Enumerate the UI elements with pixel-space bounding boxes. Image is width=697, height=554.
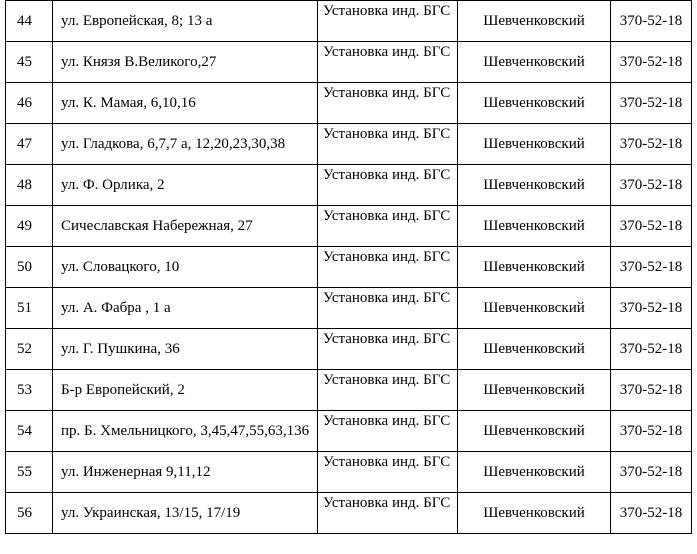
row-district: Шевченковский	[458, 165, 611, 206]
row-address: ул. Ф. Орлика, 2	[53, 165, 318, 206]
row-phone: 370-52-18	[611, 247, 692, 288]
row-district: Шевченковский	[458, 452, 611, 493]
table-row	[6, 124, 692, 165]
table-row	[6, 206, 692, 247]
row-work: Установка инд. БГС	[318, 452, 458, 493]
row-address: ул. Гладкова, 6,7,7 а, 12,20,23,30,38	[53, 124, 318, 165]
row-district: Шевченковский	[458, 1, 611, 42]
row-district: Шевченковский	[458, 206, 611, 247]
row-district: Шевченковский	[458, 42, 611, 83]
row-address: пр. Б. Хмельницкого, 3,45,47,55,63,136	[53, 411, 318, 452]
table-row	[6, 83, 692, 124]
row-address: ул. Словацкого, 10	[53, 247, 318, 288]
row-number: 56	[6, 493, 53, 534]
row-phone: 370-52-18	[611, 165, 692, 206]
row-district: Шевченковский	[458, 83, 611, 124]
table-row	[6, 288, 692, 329]
table-row	[6, 247, 692, 288]
row-number: 48	[6, 165, 53, 206]
row-district: Шевченковский	[458, 493, 611, 534]
row-number: 49	[6, 206, 53, 247]
table-row	[6, 493, 692, 534]
row-number: 51	[6, 288, 53, 329]
row-phone: 370-52-18	[611, 42, 692, 83]
row-phone: 370-52-18	[611, 493, 692, 534]
table-row	[6, 1, 692, 42]
row-address: ул. А. Фабра , 1 а	[53, 288, 318, 329]
row-district: Шевченковский	[458, 124, 611, 165]
row-number: 45	[6, 42, 53, 83]
row-district: Шевченковский	[458, 247, 611, 288]
row-phone: 370-52-18	[611, 411, 692, 452]
row-phone: 370-52-18	[611, 83, 692, 124]
row-address: Б-р Европейский, 2	[53, 370, 318, 411]
row-work: Установка инд. БГС	[318, 83, 458, 124]
row-district: Шевченковский	[458, 329, 611, 370]
row-work: Установка инд. БГС	[318, 411, 458, 452]
row-number: 46	[6, 83, 53, 124]
table-row	[6, 165, 692, 206]
row-phone: 370-52-18	[611, 452, 692, 493]
row-work: Установка инд. БГС	[318, 42, 458, 83]
row-district: Шевченковский	[458, 411, 611, 452]
row-work: Установка инд. БГС	[318, 247, 458, 288]
row-number: 44	[6, 1, 53, 42]
works-table	[5, 0, 692, 534]
row-number: 53	[6, 370, 53, 411]
row-work: Установка инд. БГС	[318, 493, 458, 534]
row-work: Установка инд. БГС	[318, 124, 458, 165]
works-table-body	[6, 1, 692, 534]
row-phone: 370-52-18	[611, 206, 692, 247]
row-phone: 370-52-18	[611, 329, 692, 370]
row-number: 47	[6, 124, 53, 165]
table-row	[6, 452, 692, 493]
table-row	[6, 370, 692, 411]
row-number: 54	[6, 411, 53, 452]
row-address: ул. Европейская, 8; 13 а	[53, 1, 318, 42]
row-work: Установка инд. БГС	[318, 165, 458, 206]
table-row	[6, 42, 692, 83]
row-work: Установка инд. БГС	[318, 288, 458, 329]
row-number: 52	[6, 329, 53, 370]
row-phone: 370-52-18	[611, 370, 692, 411]
row-address: Сичеславская Набережная, 27	[53, 206, 318, 247]
row-address: ул. Г. Пушкина, 36	[53, 329, 318, 370]
table-row	[6, 411, 692, 452]
row-address: ул. Князя В.Великого,27	[53, 42, 318, 83]
row-work: Установка инд. БГС	[318, 370, 458, 411]
row-work: Установка инд. БГС	[318, 206, 458, 247]
row-number: 55	[6, 452, 53, 493]
row-district: Шевченковский	[458, 370, 611, 411]
row-phone: 370-52-18	[611, 288, 692, 329]
row-number: 50	[6, 247, 53, 288]
row-address: ул. К. Мамая, 6,10,16	[53, 83, 318, 124]
row-district: Шевченковский	[458, 288, 611, 329]
table-row	[6, 329, 692, 370]
row-work: Установка инд. БГС	[318, 1, 458, 42]
row-address: ул. Инженерная 9,11,12	[53, 452, 318, 493]
row-address: ул. Украинская, 13/15, 17/19	[53, 493, 318, 534]
row-phone: 370-52-18	[611, 124, 692, 165]
row-phone: 370-52-18	[611, 1, 692, 42]
row-work: Установка инд. БГС	[318, 329, 458, 370]
